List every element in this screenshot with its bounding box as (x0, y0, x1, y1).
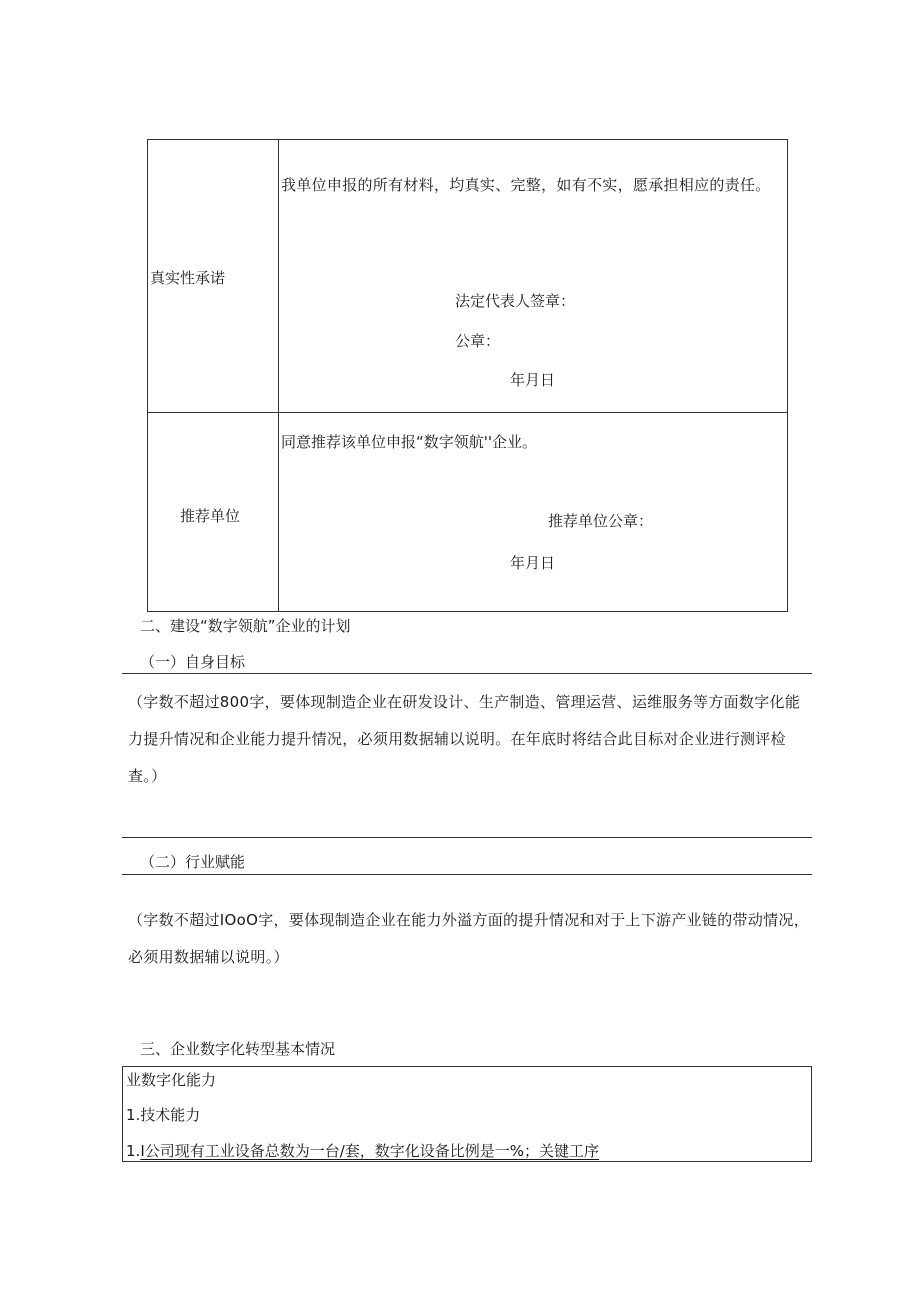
table-row-divider (147, 412, 788, 413)
legal-representative-signature-label: 法定代表人签章： (455, 292, 576, 310)
digital-capability-box (122, 1066, 812, 1162)
digital-capability-title: 业数字化能力 (126, 1071, 217, 1089)
official-seal-label: 公章： (455, 332, 501, 350)
industry-empowerment-instructions: （字数不超过IOoO字，要体现制造企业在能力外溢方面的提升情况和对于上下游产业链的带动情况，必须用数据辅以说明。） (128, 911, 810, 966)
table-column-divider (278, 139, 279, 612)
recommendation-text: 同意推荐该单位申报“数字领航''企业。 (281, 433, 538, 451)
rule-line (122, 673, 812, 674)
recommending-unit-label: 推荐单位 (180, 507, 241, 525)
subsection-industry-empowerment-title: （二）行业赋能 (140, 853, 246, 871)
recommending-unit-seal-label: 推荐单位公章： (548, 512, 654, 530)
table-right-border (787, 139, 788, 612)
date-label-2: 年月日 (510, 554, 556, 572)
subsection-self-goal-title: （一）自身目标 (140, 653, 246, 671)
date-label: 年月日 (510, 371, 556, 389)
list-number: 1. (126, 1142, 141, 1160)
technical-capability-title: 1.技术能力 (126, 1106, 201, 1124)
authenticity-commitment-text: 我单位申报的所有材料，均真实、完整，如有不实，愿承担相应的责任。 (281, 176, 771, 194)
table-bottom-border (147, 611, 788, 612)
equipment-statement (126, 1140, 599, 1161)
rule-line (122, 874, 812, 875)
table-left-border (147, 139, 148, 612)
section-3-heading: 三、企业数字化转型基本情况 (140, 1040, 336, 1058)
table-top-border (147, 139, 788, 140)
self-goal-instructions: （字数不超过800字，要体现制造企业在研发设计、生产制造、管理运营、运维服务等方面数字化能力提升情况和企业能力提升情况，必须用数据辅以说明。在年底时将结合此目标对企业进行测评检查。） (128, 693, 801, 785)
rule-line (122, 837, 812, 838)
authenticity-commitment-label: 真实性承诺 (150, 269, 226, 287)
equipment-fill-in-line[interactable]: I公司现有工业设备总数为一台/套，数字化设备比例是一%；关键工序 (140, 1142, 600, 1160)
section-2-heading: 二、建设“数字领航”企业的计划 (140, 617, 351, 635)
